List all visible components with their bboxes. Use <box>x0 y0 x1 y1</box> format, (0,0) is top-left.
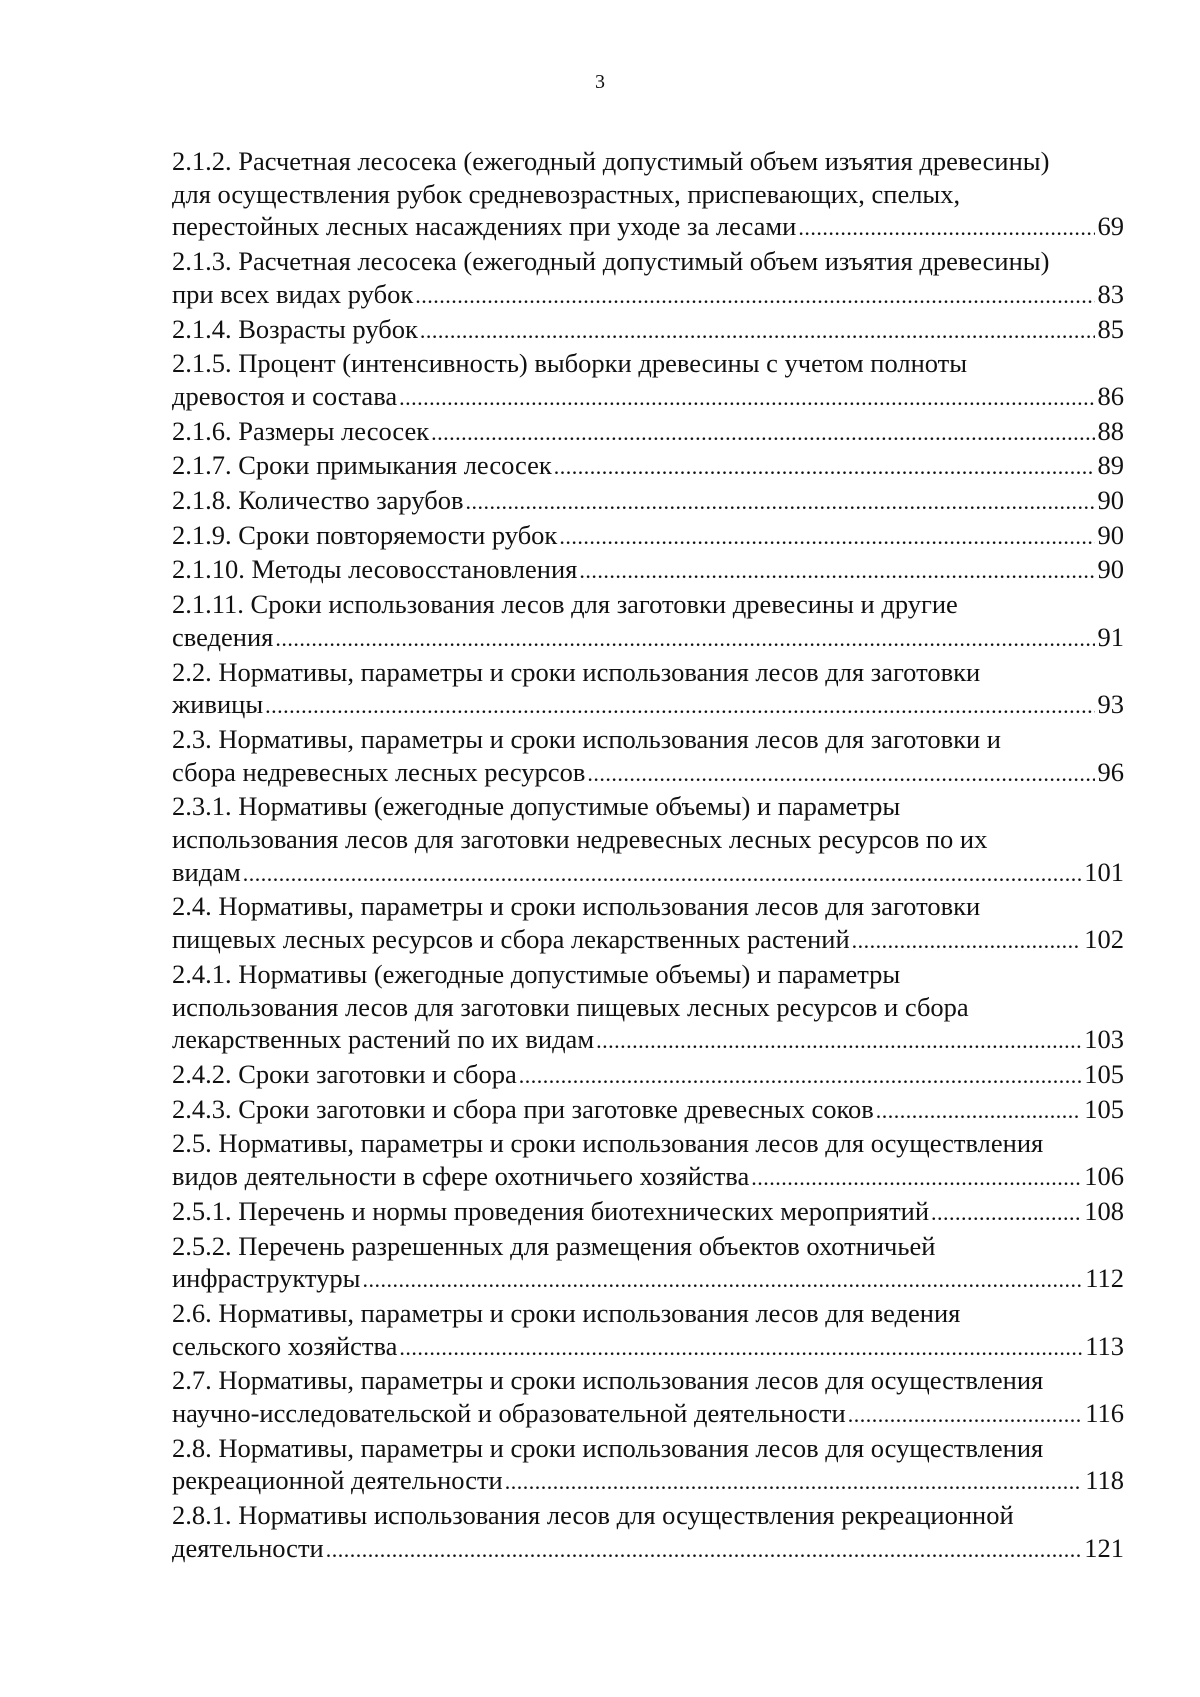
toc-entry-title-line: видам <box>172 856 241 887</box>
toc-entry-title-line: 2.4.3. Сроки заготовки и сбора при заготовке древесных соков <box>172 1093 874 1124</box>
toc-entry-last-line <box>172 210 1124 245</box>
toc-entry <box>172 1499 1124 1566</box>
toc-page-number: 118 <box>1085 1465 1124 1496</box>
toc-page-number: 69 <box>1097 211 1124 242</box>
toc-entry-last-line <box>172 1397 1124 1432</box>
toc-entry-title-line: использования лесов для заготовки пищевых лесных ресурсов и сбора <box>172 991 969 1022</box>
toc-entry-title-line: рекреационной деятельности <box>172 1465 503 1496</box>
dot-leader <box>399 382 1094 415</box>
toc-entry-title-line: 2.8. Нормативы, параметры и сроки использования лесов для осуществления <box>172 1432 1044 1463</box>
toc-entry-last-line <box>172 415 1124 450</box>
page-number: 3 <box>595 71 605 93</box>
toc-page-number: 121 <box>1084 1532 1124 1563</box>
toc-entry-last-line <box>172 484 1124 519</box>
toc-entry-title-line: инфраструктуры <box>172 1263 361 1294</box>
dot-leader <box>579 555 1094 588</box>
toc-entry-title-line: 2.1.8. Количество зарубов <box>172 485 464 516</box>
dot-leader <box>931 1197 1081 1230</box>
dot-leader <box>362 1264 1082 1297</box>
toc-entry <box>172 1093 1124 1128</box>
dot-leader <box>798 212 1094 245</box>
toc-entry <box>172 245 1124 312</box>
toc-entry-last-line <box>172 278 1124 313</box>
toc-entry-title-line: для осуществления рубок средневозрастных, приспевающих, спелых, <box>172 178 961 209</box>
toc-entry-last-line <box>172 313 1124 348</box>
toc-entry-last-line <box>172 1058 1124 1093</box>
dot-leader <box>587 758 1094 791</box>
toc-page-number: 102 <box>1084 924 1124 955</box>
toc-entry-last-line <box>172 621 1124 656</box>
table-of-contents <box>172 145 1124 1567</box>
dot-leader <box>554 451 1095 484</box>
toc-entry-title-line: сельского хозяйства <box>172 1330 398 1361</box>
toc-entry-last-line <box>172 1464 1124 1499</box>
dot-leader <box>559 521 1094 554</box>
toc-entry-title-line: сведения <box>172 621 274 652</box>
toc-entry-title-line: перестойных лесных насаждениях при уходе за лесами <box>172 211 797 242</box>
dot-leader <box>876 1095 1081 1128</box>
toc-entry <box>172 890 1124 957</box>
toc-entry-title-line: живицы <box>172 689 264 720</box>
toc-entry-last-line <box>172 856 1124 891</box>
toc-entry-last-line <box>172 519 1124 554</box>
dot-leader <box>466 486 1095 519</box>
toc-entry-title-line: 2.3.1. Нормативы (ежегодные допустимые объемы) и параметры <box>172 791 901 822</box>
toc-entry-last-line <box>172 1330 1124 1365</box>
toc-page-number: 88 <box>1097 415 1124 446</box>
toc-page-number: 86 <box>1097 380 1124 411</box>
dot-leader <box>415 280 1094 313</box>
toc-entry-title-line: 2.1.3. Расчетная лесосека (ежегодный допустимый объем изъятия древесины) <box>172 246 1050 277</box>
toc-page-number: 113 <box>1085 1330 1124 1361</box>
toc-page-number: 90 <box>1097 519 1124 550</box>
toc-page-number: 105 <box>1084 1058 1124 1089</box>
toc-entry-title-line: 2.5.1. Перечень и нормы проведения биотехнических мероприятий <box>172 1195 930 1226</box>
toc-entry-title-line: 2.4. Нормативы, параметры и сроки использования лесов для заготовки <box>172 891 981 922</box>
toc-entry-title-line: 2.4.1. Нормативы (ежегодные допустимые объемы) и параметры <box>172 958 901 989</box>
dot-leader <box>596 1025 1081 1058</box>
toc-entry-title-line: при всех видах рубок <box>172 278 414 309</box>
toc-entry <box>172 1230 1124 1297</box>
toc-entry-title-line: 2.1.7. Сроки примыкания лесосек <box>172 450 552 481</box>
toc-entry-last-line <box>172 1262 1124 1297</box>
toc-entry-title-line: 2.1.9. Сроки повторяемости рубок <box>172 519 558 550</box>
toc-entry <box>172 1195 1124 1230</box>
toc-entry-last-line <box>172 449 1124 484</box>
toc-entry-last-line <box>172 380 1124 415</box>
toc-page-number: 116 <box>1085 1398 1124 1429</box>
toc-entry-title-line: 2.1.4. Возрасты рубок <box>172 313 418 344</box>
toc-entry-title-line: лекарственных растений по их видам <box>172 1024 595 1055</box>
toc-entry-last-line <box>172 1532 1124 1567</box>
toc-page-number: 101 <box>1084 856 1124 887</box>
toc-page-number: 90 <box>1097 485 1124 516</box>
dot-leader <box>848 1399 1083 1432</box>
toc-entry-title-line: видов деятельности в сфере охотничьего хозяйства <box>172 1161 750 1192</box>
toc-entry <box>172 1127 1124 1194</box>
toc-page-number: 91 <box>1097 621 1124 652</box>
toc-entry-title-line: сбора недревесных лесных ресурсов <box>172 756 586 787</box>
toc-entry-title-line: 2.3. Нормативы, параметры и сроки использования лесов для заготовки и <box>172 723 1001 754</box>
toc-entry <box>172 313 1124 348</box>
toc-entry-title-line: 2.1.5. Процент (интенсивность) выборки древесины с учетом полноты <box>172 348 968 379</box>
toc-entry-last-line <box>172 688 1124 723</box>
toc-entry <box>172 519 1124 554</box>
toc-entry <box>172 449 1124 484</box>
toc-entry <box>172 484 1124 519</box>
toc-page-number: 85 <box>1097 313 1124 344</box>
toc-page-number: 112 <box>1085 1263 1124 1294</box>
toc-entry-last-line <box>172 553 1124 588</box>
toc-entry <box>172 415 1124 450</box>
toc-entry-last-line <box>172 756 1124 791</box>
dot-leader <box>420 315 1095 348</box>
toc-page-number: 105 <box>1084 1093 1124 1124</box>
toc-entry-title-line: 2.2. Нормативы, параметры и сроки использования лесов для заготовки <box>172 656 981 687</box>
toc-entry-title-line: древостоя и состава <box>172 380 398 411</box>
toc-entry-last-line <box>172 1093 1124 1128</box>
toc-entry-title-line: 2.8.1. Нормативы использования лесов для осуществления рекреационной <box>172 1500 1014 1531</box>
toc-entry-title-line: 2.1.2. Расчетная лесосека (ежегодный допустимый объем изъятия древесины) <box>172 146 1050 176</box>
toc-entry <box>172 958 1124 1058</box>
toc-page-number: 103 <box>1084 1024 1124 1055</box>
toc-entry-title-line: научно-исследовательской и образовательной деятельности <box>172 1398 846 1429</box>
dot-leader <box>519 1060 1081 1093</box>
toc-entry-title-line: 2.1.10. Методы лесовосстановления <box>172 554 578 585</box>
dot-leader <box>326 1534 1082 1567</box>
toc-entry-title-line: 2.6. Нормативы, параметры и сроки использования лесов для ведения <box>172 1297 961 1328</box>
toc-page-number: 89 <box>1097 450 1124 481</box>
toc-entry-title-line: 2.7. Нормативы, параметры и сроки использования лесов для осуществления <box>172 1365 1044 1396</box>
toc-entry <box>172 145 1124 245</box>
toc-entry-title-line: 2.5. Нормативы, параметры и сроки использования лесов для осуществления <box>172 1128 1044 1159</box>
dot-leader <box>431 417 1094 450</box>
toc-entry <box>172 1297 1124 1364</box>
toc-entry-title-line: пищевых лесных ресурсов и сбора лекарственных растений <box>172 924 850 955</box>
toc-entry <box>172 790 1124 890</box>
toc-entry-title-line: использования лесов для заготовки недревесных лесных ресурсов по их <box>172 824 988 855</box>
toc-page-number: 108 <box>1084 1195 1124 1226</box>
toc-page-number: 93 <box>1097 689 1124 720</box>
toc-entry-last-line <box>172 1160 1124 1195</box>
toc-page-number: 90 <box>1097 554 1124 585</box>
dot-leader <box>275 623 1094 656</box>
toc-entry <box>172 1432 1124 1499</box>
toc-entry-title-line: 2.5.2. Перечень разрешенных для размещения объектов охотничьей <box>172 1230 936 1261</box>
dot-leader <box>852 925 1082 958</box>
toc-entry-last-line <box>172 923 1124 958</box>
dot-leader <box>265 690 1094 723</box>
toc-entry <box>172 553 1124 588</box>
toc-entry <box>172 723 1124 790</box>
toc-entry <box>172 656 1124 723</box>
dot-leader <box>399 1332 1082 1365</box>
toc-page-number: 96 <box>1097 756 1124 787</box>
toc-entry <box>172 1058 1124 1093</box>
toc-entry <box>172 1364 1124 1431</box>
toc-entry-last-line <box>172 1195 1124 1230</box>
dot-leader <box>243 858 1082 891</box>
dot-leader <box>505 1466 1082 1499</box>
toc-entry-title-line: 2.1.6. Размеры лесосек <box>172 415 430 446</box>
dot-leader <box>751 1162 1081 1195</box>
toc-entry-title-line: 2.4.2. Сроки заготовки и сбора <box>172 1058 517 1089</box>
toc-page-number: 106 <box>1084 1161 1124 1192</box>
toc-entry <box>172 588 1124 655</box>
toc-entry-title-line: 2.1.11. Сроки использования лесов для заготовки древесины и другие <box>172 589 958 620</box>
toc-page-number: 83 <box>1097 278 1124 309</box>
toc-entry-title-line: деятельности <box>172 1532 324 1563</box>
toc-entry <box>172 347 1124 414</box>
toc-entry-last-line <box>172 1023 1124 1058</box>
